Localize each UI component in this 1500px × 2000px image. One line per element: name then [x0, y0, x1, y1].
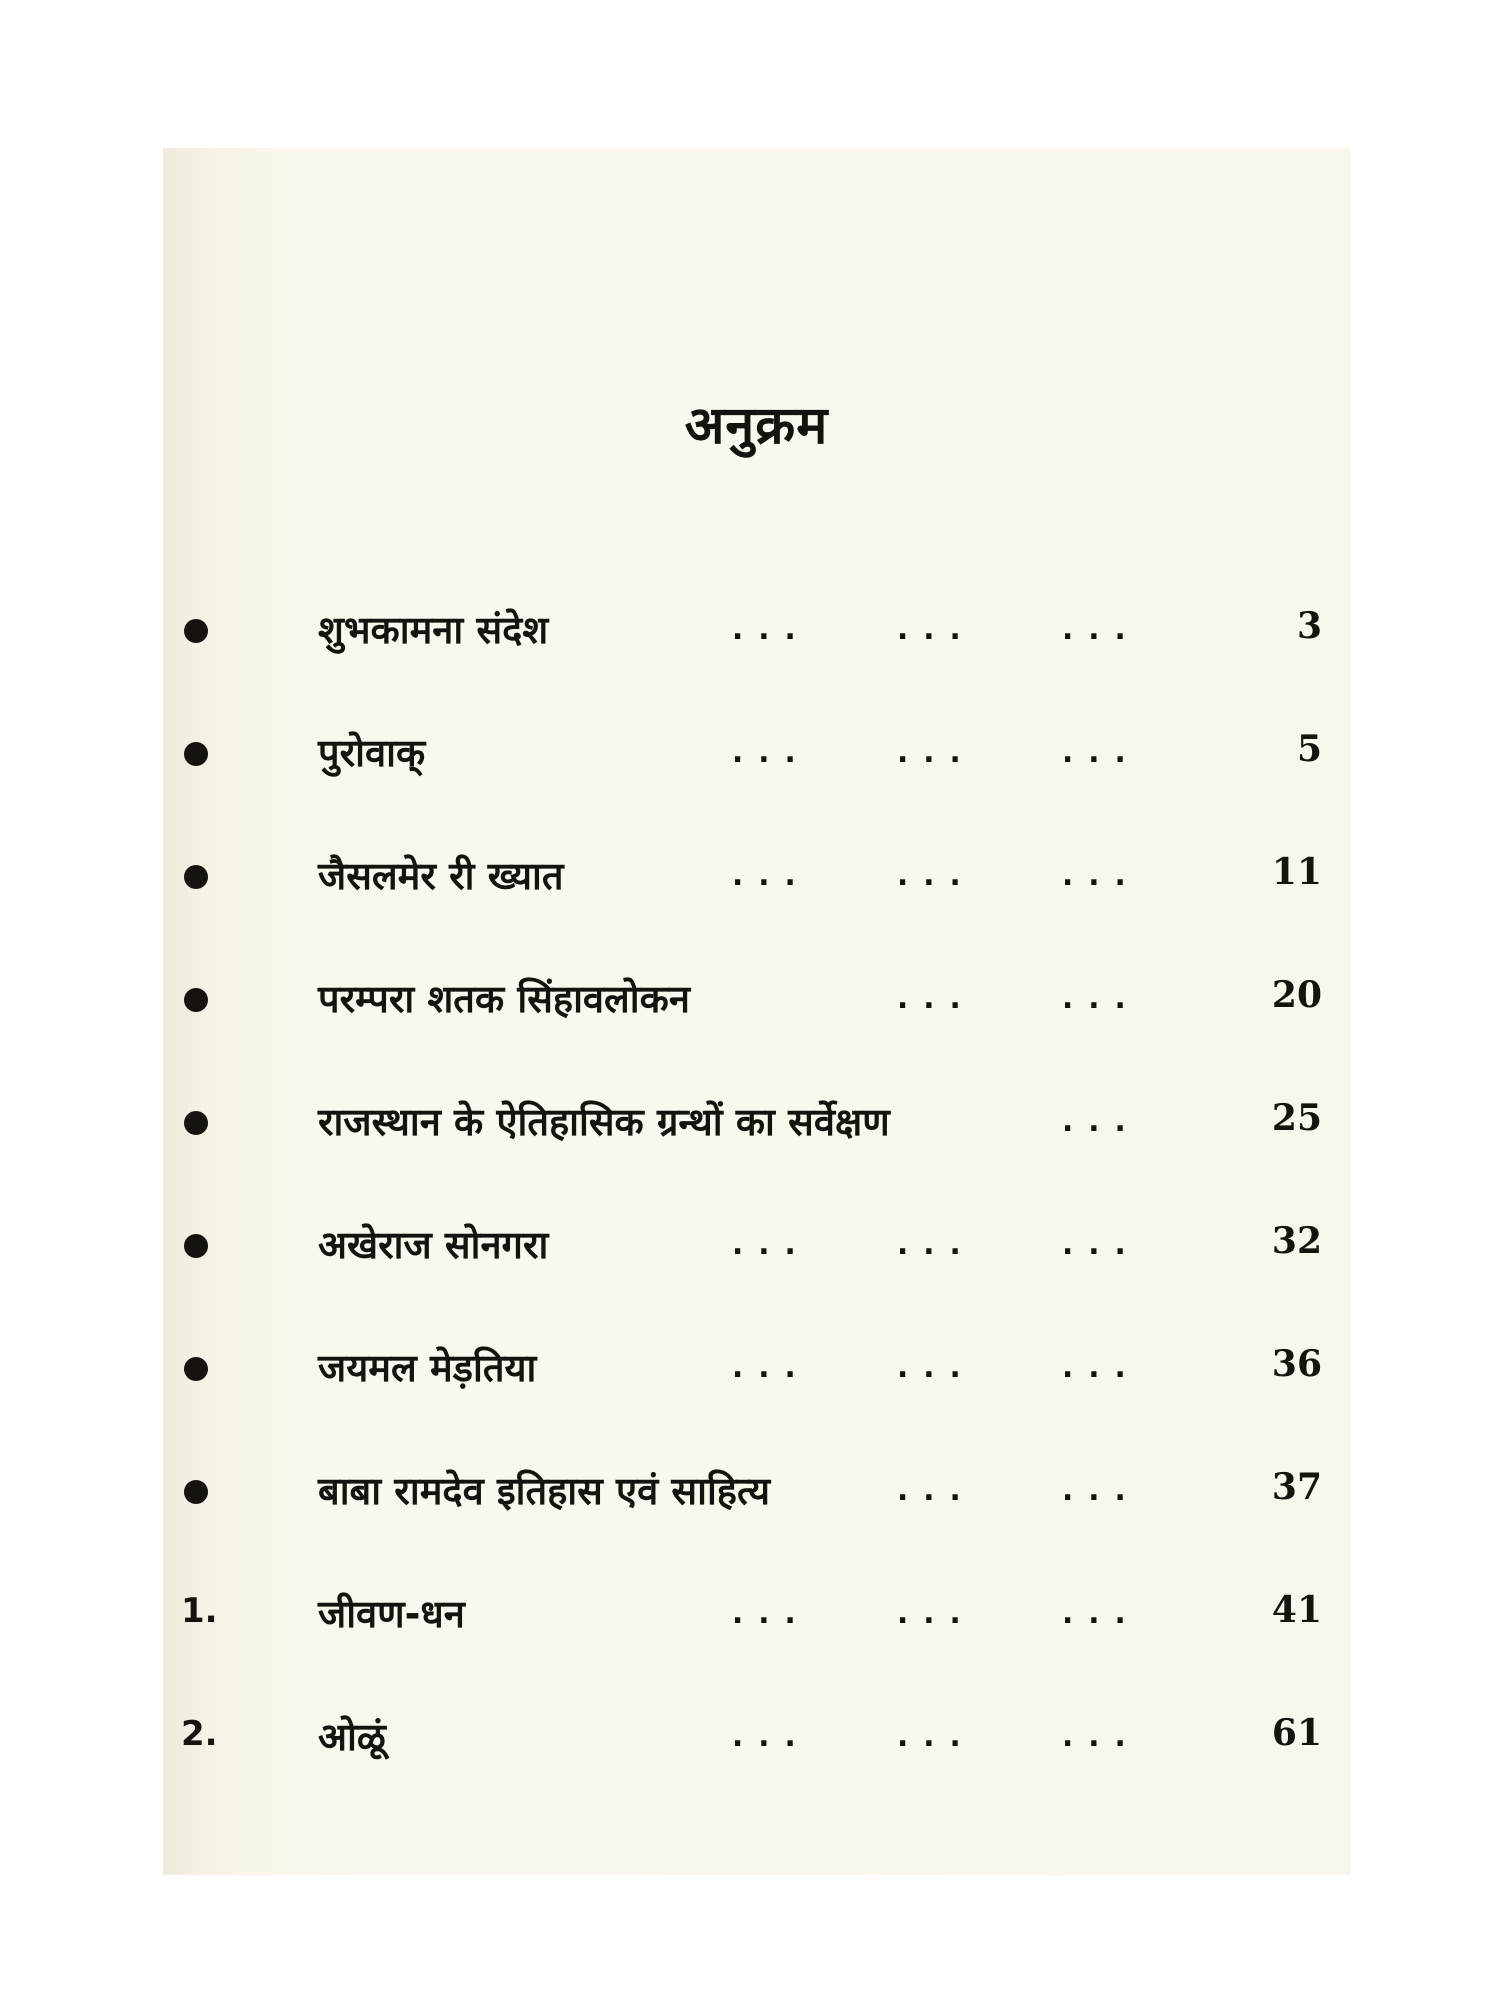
page-number: 32 [1271, 1220, 1322, 1262]
bullet-icon [184, 619, 208, 643]
leader-dots: ... [1058, 609, 1137, 647]
leader-dots: ... [1058, 1716, 1137, 1754]
leader-dots: ... [893, 1347, 972, 1385]
entry-title: पुरोवाक् [318, 731, 426, 775]
leader-dots: ... [1058, 978, 1137, 1016]
leader-dots: ... [1058, 732, 1137, 770]
entry-title: राजस्थान के ऐतिहासिक ग्रन्थों का सर्वेक्षण [318, 1100, 890, 1144]
bullet-icon [184, 865, 208, 889]
leader-dots: ... [728, 1716, 807, 1754]
toc-entry [163, 962, 1350, 1032]
leader-dots: ... [893, 978, 972, 1016]
entry-title: जीवण-धन [318, 1592, 465, 1636]
leader-dots: ... [893, 609, 972, 647]
toc-entry [163, 1208, 1350, 1278]
leader-dots: ... [728, 732, 807, 770]
page-number: 41 [1271, 1589, 1322, 1631]
entry-title: ओळूं [318, 1715, 386, 1759]
toc-entry [163, 1454, 1350, 1524]
entry-title: शुभकामना संदेश [318, 608, 549, 652]
bullet-icon [184, 1480, 208, 1504]
entry-title: बाबा रामदेव इतिहास एवं साहित्य [318, 1469, 771, 1513]
page-number: 25 [1271, 1097, 1322, 1139]
bullet-icon [184, 742, 208, 766]
page-number: 20 [1271, 974, 1322, 1016]
bullet-icon [184, 1357, 208, 1381]
entry-title: जयमल मेड़तिया [318, 1346, 537, 1390]
leader-dots: ... [728, 1593, 807, 1631]
leader-dots: ... [1058, 1593, 1137, 1631]
toc-entry [163, 716, 1350, 786]
toc-entry [163, 839, 1350, 909]
leader-dots: ... [1058, 1224, 1137, 1262]
leader-dots: ... [728, 609, 807, 647]
leader-dots: ... [893, 855, 972, 893]
entry-number: 1. [181, 1591, 218, 1631]
toc-entry [163, 1700, 1350, 1770]
toc-entry [163, 593, 1350, 663]
bullet-icon [184, 1234, 208, 1258]
page-title: अनुक्रम [684, 396, 829, 456]
leader-dots: ... [893, 1470, 972, 1508]
bullet-icon [184, 1111, 208, 1135]
page-number: 37 [1271, 1466, 1322, 1508]
entry-title: परम्परा शतक सिंहावलोकन [318, 977, 690, 1021]
leader-dots: ... [1058, 855, 1137, 893]
leader-dots: ... [728, 855, 807, 893]
leader-dots: ... [728, 1347, 807, 1385]
leader-dots: ... [893, 732, 972, 770]
entry-title: जैसलमेर री ख्यात [318, 854, 564, 898]
leader-dots: ... [893, 1593, 972, 1631]
bullet-icon [184, 988, 208, 1012]
leader-dots: ... [728, 1224, 807, 1262]
leader-dots: ... [893, 1716, 972, 1754]
leader-dots: ... [1058, 1470, 1137, 1508]
entry-number: 2. [181, 1714, 218, 1754]
leader-dots: ... [1058, 1101, 1137, 1139]
page-number: 5 [1296, 728, 1322, 770]
book-page [163, 148, 1350, 1875]
entry-title: अखेराज सोनगरा [318, 1223, 549, 1267]
page-number: 11 [1271, 851, 1322, 893]
page-number: 36 [1271, 1343, 1322, 1385]
leader-dots: ... [893, 1224, 972, 1262]
toc-entry [163, 1331, 1350, 1401]
toc-entry [163, 1577, 1350, 1647]
page-number: 3 [1296, 605, 1322, 647]
leader-dots: ... [1058, 1347, 1137, 1385]
toc-entry [163, 1085, 1350, 1155]
page-number: 61 [1271, 1712, 1322, 1754]
